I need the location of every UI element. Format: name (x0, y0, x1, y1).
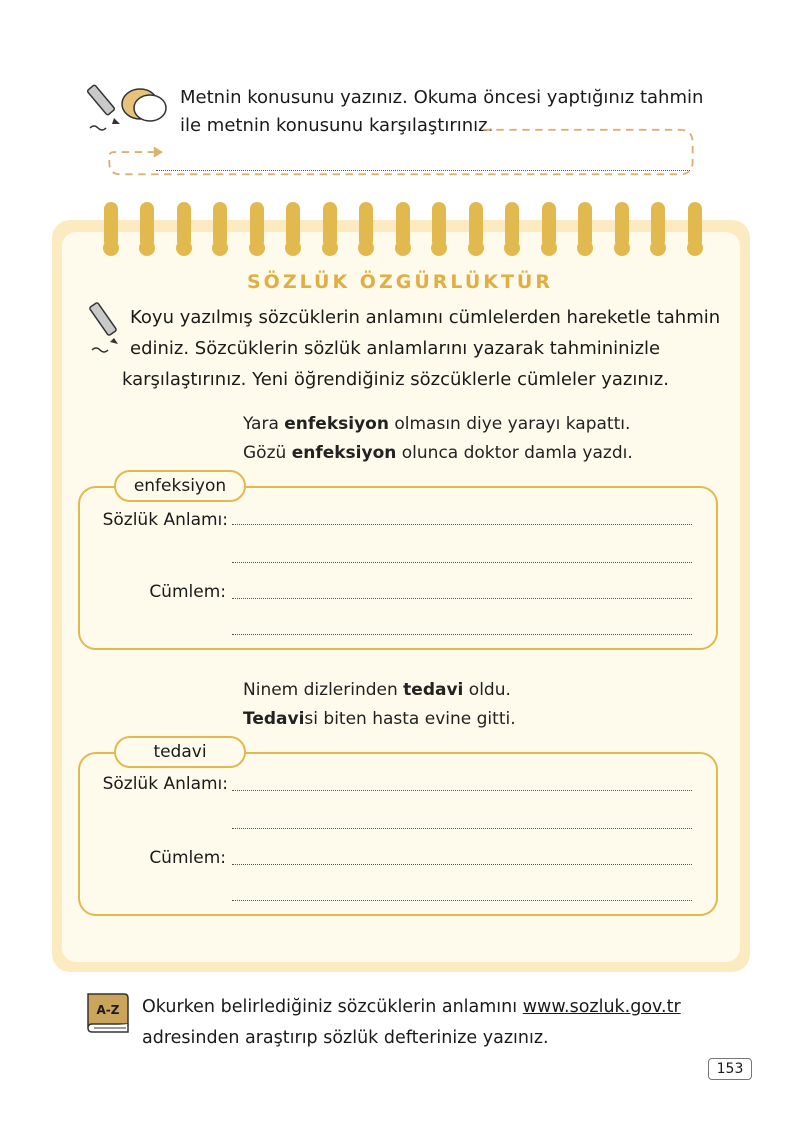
sentence-answer-line[interactable] (232, 900, 692, 901)
binder-ring (651, 202, 665, 248)
binder-ring (469, 202, 483, 248)
meaning-answer-line[interactable] (232, 828, 692, 829)
example-sentence: Yara enfeksiyon olmasın diye yarayı kapattı. (243, 414, 631, 434)
section-instruction (122, 302, 722, 395)
sentence-label: Cümlem: (149, 848, 226, 868)
binder-ring (286, 202, 300, 248)
section-instruction-line1: Koyu yazılmış sözcüklerin anlamını cümlelerden hareketle tahmin (130, 307, 721, 328)
sentence-label: Cümlem: (149, 582, 226, 602)
top-instruction-line2: ile metnin konusunu karşılaştırınız. (180, 115, 494, 136)
sentence-answer-line[interactable] (232, 634, 692, 635)
bold-word: tedavi (403, 680, 464, 700)
bold-word: Tedavi (243, 709, 305, 729)
dictionary-link[interactable]: www.sozluk.gov.tr (522, 997, 681, 1017)
example-sentence: Tedavisi biten hasta evine gitti. (243, 709, 516, 729)
meaning-label: Sözlük Anlamı: (102, 510, 228, 530)
section-title: SÖZLÜK ÖZGÜRLÜKTÜR (247, 271, 553, 293)
binder-ring (250, 202, 264, 248)
example-sentence: Ninem dizlerinden tedavi oldu. (243, 680, 511, 700)
top-instruction-line1: Metnin konusunu yazınız. Okuma öncesi yaptığınız tahmin (180, 87, 704, 108)
word-tag: enfeksiyon (114, 470, 246, 502)
binder-ring (177, 202, 191, 248)
example-sentences (243, 410, 633, 468)
pencil-icon (88, 300, 124, 356)
section-instruction-line2: ediniz. Sözcüklerin sözlük anlamlarını yazarak tahmininizle (130, 338, 661, 359)
binder-ring (432, 202, 446, 248)
bold-word: enfeksiyon (291, 443, 397, 463)
example-sentences (243, 676, 516, 734)
binder-ring (213, 202, 227, 248)
dictionary-book-icon (84, 990, 132, 1036)
section-instruction-line3: karşılaştırınız. Yeni öğrendiğiniz sözcüklerle cümleler yazınız. (122, 369, 669, 390)
pencil-speech-icon (84, 82, 174, 132)
binder-ring (140, 202, 154, 248)
meaning-answer-line[interactable] (232, 790, 692, 791)
footer-instruction (142, 992, 702, 1054)
word-tag: tedavi (114, 736, 246, 768)
meaning-answer-line[interactable] (232, 562, 692, 563)
footer-text: Okurken belirlediğiniz sözcüklerin anlamını (142, 997, 523, 1017)
binder-ring (323, 202, 337, 248)
example-sentence: Gözü enfeksiyon olunca doktor damla yazdı. (243, 443, 633, 463)
binder-ring (396, 202, 410, 248)
page-number: 153 (708, 1058, 752, 1080)
binder-ring (359, 202, 373, 248)
meaning-label: Sözlük Anlamı: (102, 774, 228, 794)
footer-text-line2: adresinden araştırıp sözlük defterinize yazınız. (142, 1028, 549, 1048)
binder-ring (542, 202, 556, 248)
book-icon-label: A-Z (96, 1003, 120, 1017)
binder-ring (615, 202, 629, 248)
binder-ring (578, 202, 592, 248)
meaning-answer-line[interactable] (232, 524, 692, 525)
binder-ring (688, 202, 702, 248)
binder-ring (505, 202, 519, 248)
bold-word: enfeksiyon (284, 414, 389, 434)
sentence-answer-line[interactable] (232, 864, 692, 865)
top-answer-line[interactable] (156, 170, 690, 171)
sentence-answer-line[interactable] (232, 598, 692, 599)
binder-ring (104, 202, 118, 248)
